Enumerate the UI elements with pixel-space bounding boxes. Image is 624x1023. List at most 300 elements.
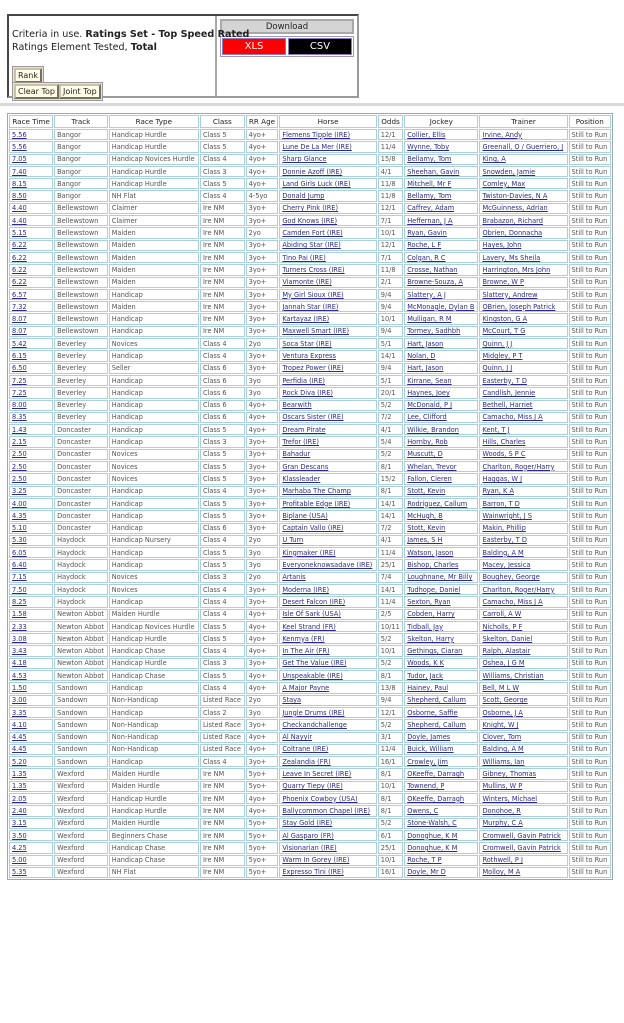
horse-link[interactable]: Dream Pirate: [282, 425, 326, 434]
header-race-time[interactable]: Race Time: [9, 115, 53, 128]
horse-link[interactable]: Lune De La Mer (IRE): [282, 142, 352, 151]
horse-link[interactable]: Gran Descans: [282, 462, 329, 471]
jockey-link[interactable]: Cobden, Harry: [407, 610, 455, 619]
trainer-link[interactable]: Candlish, Jennie: [482, 388, 536, 397]
trainer-link[interactable]: Knight, W J: [482, 720, 519, 729]
cell-race-type: Handicap: [109, 350, 199, 361]
trainer-link[interactable]: Woods, S P C: [482, 450, 526, 459]
race-time-link[interactable]: 2.33: [12, 622, 27, 631]
race-time-link[interactable]: 2.40: [12, 806, 27, 815]
jockey-link[interactable]: Donoghue, K M: [407, 843, 458, 852]
jockey-link[interactable]: Stott, Kevin: [407, 524, 446, 533]
header-position[interactable]: Position: [569, 115, 611, 128]
cell-rr-age: 3yo+: [246, 498, 279, 509]
trainer-link[interactable]: Twiston-Davies, N A: [482, 192, 548, 201]
cell-race-time: [9, 535, 53, 546]
jockey-link[interactable]: Heffernan, J A: [407, 216, 453, 225]
horse-link[interactable]: Warm In Gorey (IRE): [282, 856, 350, 865]
jockey-link[interactable]: Tudhope, Daniel: [407, 585, 461, 594]
cell-odds: 10/11: [378, 621, 403, 632]
race-time-link[interactable]: 6.50: [12, 364, 27, 373]
jockey-link[interactable]: Skelton, Harry: [407, 634, 455, 643]
horse-link[interactable]: In The Air (FR): [282, 647, 330, 656]
race-time-link[interactable]: 2.50: [12, 462, 27, 471]
race-time-link[interactable]: 3.08: [12, 634, 27, 643]
xls-download-button[interactable]: XLS: [222, 38, 286, 55]
trainer-link[interactable]: Easterby, T D: [482, 376, 527, 385]
jockey-link[interactable]: Collier, Ellis: [407, 130, 446, 139]
csv-download-button[interactable]: CSV: [288, 38, 352, 55]
horse-link[interactable]: Kenmya (FR): [282, 634, 325, 643]
jockey-link[interactable]: Fallon, Cieren: [407, 474, 452, 483]
cell-position: Still to Run: [569, 277, 611, 288]
jockey-link[interactable]: Doyle, Mr D: [407, 868, 446, 877]
header-trainer[interactable]: Trainer: [479, 115, 567, 128]
cell-race-time: [9, 473, 53, 484]
trainer-link[interactable]: Scott, George: [482, 696, 528, 705]
horse-link[interactable]: Trefor (IRE): [282, 438, 319, 447]
jockey-link[interactable]: Tidball, Jay: [407, 622, 443, 631]
jockey-link[interactable]: Loughnane, Mr Billy: [407, 573, 473, 582]
trainer-link[interactable]: Hayes, John: [482, 241, 522, 250]
trainer-link[interactable]: Molloy, M A: [482, 868, 521, 877]
trainer-link[interactable]: Comley, Max: [482, 179, 526, 188]
horse-link[interactable]: Captain Vallo (IRE): [282, 524, 344, 533]
horse-link[interactable]: Al Nayyir: [282, 733, 313, 742]
trainer-link[interactable]: McCourt, T G: [482, 327, 526, 336]
race-time-link[interactable]: 6.22: [12, 241, 27, 250]
cell-odds: 5/2: [378, 633, 403, 644]
horse-link[interactable]: Cherry Pink (IRE): [282, 204, 339, 213]
trainer-link[interactable]: Lavery, Ms Sheila: [482, 253, 541, 262]
race-time-link[interactable]: 5.30: [12, 536, 27, 545]
race-time-link[interactable]: 7.50: [12, 585, 27, 594]
jockey-link[interactable]: Doyle, James: [407, 733, 451, 742]
horse-link[interactable]: Viamonte (IRE): [282, 278, 332, 287]
jockey-link[interactable]: James, S H: [407, 536, 443, 545]
header-jockey[interactable]: Jockey: [404, 115, 478, 128]
horse-link[interactable]: Leave In Secret (IRE): [282, 770, 352, 779]
horse-link[interactable]: Visionarian (IRE): [282, 843, 337, 852]
trainer-link[interactable]: Mullins, W P: [482, 782, 523, 791]
horse-link[interactable]: Donnie Azoff (IRE): [282, 167, 343, 176]
jockey-link[interactable]: Ryan, Gavin: [407, 229, 447, 238]
trainer-link[interactable]: Murphy, C A: [482, 819, 523, 828]
jockey-link[interactable]: Tudor, Jack: [407, 671, 443, 680]
cell-horse: [279, 486, 376, 497]
race-time-link[interactable]: 1.35: [12, 770, 27, 779]
horse-link[interactable]: Get The Value (IRE): [282, 659, 347, 668]
trainer-link[interactable]: Camacho, Miss J A: [482, 413, 543, 422]
horse-link[interactable]: Kingmaker (IRE): [282, 548, 336, 557]
trainer-link[interactable]: Cromwell, Gavin Patrick: [482, 843, 561, 852]
race-time-link[interactable]: 7.40: [12, 167, 27, 176]
trainer-link[interactable]: Slattery, Andrew: [482, 290, 538, 299]
horse-link[interactable]: Turners Cross (IRE): [282, 265, 345, 274]
header-race-type[interactable]: Race Type: [109, 115, 199, 128]
trainer-link[interactable]: Quinn, J J: [482, 339, 513, 348]
cell-position: Still to Run: [569, 289, 611, 300]
cell-rr-age: 4yo+: [246, 166, 279, 177]
jockey-link[interactable]: Kirrane, Sean: [407, 376, 452, 385]
jockey-link[interactable]: Bellamy, Tom: [407, 155, 452, 164]
race-time-link[interactable]: 4.45: [12, 745, 27, 754]
race-time-link[interactable]: 2.15: [12, 438, 27, 447]
horse-link[interactable]: Zealandia (FR): [282, 757, 331, 766]
race-time-link[interactable]: 6.40: [12, 561, 27, 570]
cell-track: Doncaster: [54, 461, 108, 472]
race-time-link[interactable]: 6.22: [12, 253, 27, 262]
race-time-link[interactable]: 7.15: [12, 573, 27, 582]
horse-link[interactable]: Desert Falcon (IRE): [282, 597, 346, 606]
trainer-link[interactable]: Midgley, P T: [482, 351, 523, 360]
horse-link[interactable]: Artanis: [282, 573, 306, 582]
horse-link[interactable]: Oscars Sister (IRE): [282, 413, 344, 422]
horse-link[interactable]: Bearwith: [282, 401, 312, 410]
clear-top-button[interactable]: Clear Top: [14, 84, 59, 99]
trainer-link[interactable]: Haggas, W J: [482, 474, 523, 483]
trainer-link[interactable]: Boughey, George: [482, 573, 540, 582]
race-time-link[interactable]: 2.50: [12, 450, 27, 459]
horse-link[interactable]: Isle Of Sark (USA): [282, 610, 341, 619]
horse-link[interactable]: God Knows (IRE): [282, 216, 338, 225]
jockey-link[interactable]: Roche, L F: [407, 241, 442, 250]
horse-link[interactable]: Tropez Power (IRE): [282, 364, 344, 373]
jockey-link[interactable]: Hart, Jason: [407, 364, 444, 373]
cell-horse: [279, 129, 376, 140]
jockey-link[interactable]: Stone-Walsh, C: [407, 819, 457, 828]
horse-link[interactable]: Klassleader: [282, 474, 321, 483]
jockey-link[interactable]: Mulligan, R M: [407, 315, 452, 324]
horse-link[interactable]: Ballycommon Chapel (IRE): [282, 806, 371, 815]
jockey-link[interactable]: Roche, T P: [407, 856, 442, 865]
horse-link[interactable]: Jannah Star (IRE): [282, 302, 339, 311]
trainer-link[interactable]: Skelton, Daniel: [482, 634, 533, 643]
jockey-link[interactable]: Hainey, Paul: [407, 684, 449, 692]
trainer-link[interactable]: Williams, Ian: [482, 757, 525, 766]
race-time-link[interactable]: 5.35: [12, 868, 27, 877]
horse-link[interactable]: Stay Gold (IRE): [282, 819, 333, 828]
horse-link[interactable]: Camden Fort (IRE): [282, 229, 343, 238]
jockey-link[interactable]: Bishop, Charles: [407, 561, 459, 570]
trainer-link[interactable]: Greenall, O / Guerriero, J: [482, 142, 564, 151]
cell-odds: 12/1: [378, 240, 403, 251]
horse-link[interactable]: Tino Pai (IRE): [282, 253, 326, 262]
race-time-link[interactable]: 5.56: [12, 142, 27, 151]
trainer-link[interactable]: Ryan, K A: [482, 487, 514, 496]
race-time-link[interactable]: 3.25: [12, 487, 27, 496]
jockey-link[interactable]: McMonagle, Dylan B: [407, 302, 475, 311]
cell-rr-age: 2yo: [246, 535, 279, 546]
cell-race-time: [9, 670, 53, 681]
jockey-link[interactable]: Rodriguez, Callum: [407, 499, 468, 508]
trainer-link[interactable]: Oshea, J G M: [482, 659, 525, 668]
horse-link[interactable]: A Major Payne: [282, 684, 330, 692]
jockey-link[interactable]: Shepherd, Callum: [407, 696, 466, 705]
trainer-link[interactable]: Makin, Phillip: [482, 524, 526, 533]
jockey-link[interactable]: Haynes, Joey: [407, 388, 450, 397]
trainer-link[interactable]: Macey, Jessica: [482, 561, 531, 570]
horse-link[interactable]: Expresso Tini (IRE): [282, 868, 344, 877]
trainer-link[interactable]: Clover, Tom: [482, 733, 522, 742]
horse-link[interactable]: Biplane (USA): [282, 511, 328, 520]
cell-race-type: Novices: [109, 449, 199, 460]
horse-link[interactable]: Quarry Tiepy (IRE): [282, 782, 343, 791]
cell-track: Wexford: [54, 867, 108, 878]
jockey-link[interactable]: Mitchell, Mr F: [407, 179, 452, 188]
race-time-link[interactable]: 7.25: [12, 376, 27, 385]
cell-horse: [279, 424, 376, 435]
horse-link[interactable]: Jungle Drums (IRE): [282, 708, 345, 717]
race-time-link[interactable]: 5.56: [12, 130, 27, 139]
jockey-link[interactable]: Hornby, Rob: [407, 438, 448, 447]
jockey-link[interactable]: Osborne, Saffie: [407, 708, 458, 717]
horse-link[interactable]: Land Girls Luck (IRE): [282, 179, 351, 188]
jockey-link[interactable]: Buick, William: [407, 745, 454, 754]
trainer-link[interactable]: Winters, Michael: [482, 794, 538, 803]
jockey-link[interactable]: Shepherd, Callum: [407, 720, 466, 729]
race-time-link[interactable]: 5.00: [12, 856, 27, 865]
jockey-link[interactable]: Browne-Souza, A: [407, 278, 463, 287]
jockey-link[interactable]: McDonald, P J: [407, 401, 453, 410]
trainer-link[interactable]: Quinn, J J: [482, 364, 513, 373]
jockey-link[interactable]: Slattery, A J: [407, 290, 446, 299]
cell-trainer: [479, 793, 567, 804]
horse-link[interactable]: Rock Diva (IRE): [282, 388, 333, 397]
cell-trainer: [479, 609, 567, 620]
race-time-link[interactable]: 8.50: [12, 192, 27, 201]
jockey-link[interactable]: OKeeffe, Darragh: [407, 770, 465, 779]
horse-link[interactable]: Staya: [282, 696, 302, 705]
cell-position: Still to Run: [569, 498, 611, 509]
joint-top-button[interactable]: Joint Top: [59, 84, 101, 99]
jockey-link[interactable]: Sheehan, Gavin: [407, 167, 460, 176]
jockey-link[interactable]: Whelan, Trevor: [407, 462, 457, 471]
race-time-link[interactable]: 3.35: [12, 708, 27, 717]
race-time-link[interactable]: 4.35: [12, 511, 27, 520]
trainer-link[interactable]: Bell, M L W: [482, 684, 519, 692]
horse-link[interactable]: Moderna (IRE): [282, 585, 330, 594]
horse-link[interactable]: Phoenix Cowboy (USA): [282, 794, 358, 803]
trainer-link[interactable]: Obrien, Donnacha: [482, 229, 543, 238]
trainer-link[interactable]: OBrien, Joseph Patrick: [482, 302, 556, 311]
trainer-link[interactable]: Carroll, A W: [482, 610, 522, 619]
horse-link[interactable]: Sharp Glance: [282, 155, 327, 164]
jockey-link[interactable]: Lee, Clifford: [407, 413, 447, 422]
cell-trainer: [479, 326, 567, 337]
cell-trainer: [479, 695, 567, 706]
trainer-link[interactable]: Cromwell, Gavin Patrick: [482, 831, 561, 840]
cell-horse: [279, 215, 376, 226]
header-horse[interactable]: Horse: [279, 115, 376, 128]
horse-link[interactable]: Ventura Express: [282, 351, 336, 360]
trainer-link[interactable]: Camacho, Miss J A: [482, 597, 543, 606]
race-time-link[interactable]: 6.15: [12, 351, 27, 360]
cell-rr-age: 3yo+: [246, 436, 279, 447]
race-time-link[interactable]: 4.00: [12, 499, 27, 508]
cell-jockey: [404, 190, 478, 201]
cell-class: Class 5: [200, 141, 245, 152]
horse-link[interactable]: Marhaba The Champ: [282, 487, 351, 496]
header-odds[interactable]: Odds: [378, 115, 403, 128]
cell-position: Still to Run: [569, 867, 611, 878]
trainer-link[interactable]: McGuinness, Adrian: [482, 204, 548, 213]
race-time-link[interactable]: 4.10: [12, 720, 27, 729]
trainer-link[interactable]: Donohoe, R: [482, 806, 521, 815]
cell-race-time: [9, 768, 53, 779]
horse-link[interactable]: Donald Jump: [282, 192, 325, 201]
horse-link[interactable]: Abiding Star (IRE): [282, 241, 341, 250]
jockey-link[interactable]: Caffrey, Adam: [407, 204, 455, 213]
race-time-link[interactable]: 3.15: [12, 819, 27, 828]
jockey-link[interactable]: Owens, C: [407, 806, 439, 815]
race-time-link[interactable]: 8.35: [12, 413, 27, 422]
race-time-link[interactable]: 1.35: [12, 782, 27, 791]
race-time-link[interactable]: 8.00: [12, 401, 27, 410]
trainer-link[interactable]: King, A: [482, 155, 506, 164]
jockey-link[interactable]: Stott, Kevin: [407, 487, 446, 496]
race-time-link[interactable]: 4.25: [12, 843, 27, 852]
jockey-link[interactable]: Wynne, Toby: [407, 142, 450, 151]
jockey-link[interactable]: Watson, Jason: [407, 548, 454, 557]
header-class[interactable]: Class: [200, 115, 245, 128]
table-row: [9, 609, 611, 620]
horse-link[interactable]: Perfidia (IRE): [282, 376, 325, 385]
horse-link[interactable]: Coltrane (IRE): [282, 745, 329, 754]
jockey-link[interactable]: Crosse, Nathan: [407, 265, 458, 274]
race-time-link[interactable]: 6.57: [12, 290, 27, 299]
jockey-link[interactable]: Donoghue, K M: [407, 831, 458, 840]
trainer-link[interactable]: Snowden, Jamie: [482, 167, 536, 176]
horse-link[interactable]: Checkandchallenge: [282, 720, 347, 729]
trainer-link[interactable]: Harrington, Mrs John: [482, 265, 551, 274]
race-time-link[interactable]: 1.43: [12, 425, 27, 434]
race-time-link[interactable]: 8.07: [12, 315, 27, 324]
cell-class: Ire NM: [200, 842, 245, 853]
race-time-link[interactable]: 6.22: [12, 278, 27, 287]
cell-race-type: Handicap: [109, 375, 199, 386]
table-row: [9, 473, 611, 484]
race-time-link[interactable]: 5.20: [12, 757, 27, 766]
horse-link[interactable]: Flemens Tipple (IRE): [282, 130, 351, 139]
race-time-link[interactable]: 8.15: [12, 179, 27, 188]
trainer-link[interactable]: Williams, Christian: [482, 671, 544, 680]
header-rr-age[interactable]: RR Age: [246, 115, 279, 128]
race-time-link[interactable]: 4.45: [12, 733, 27, 742]
trainer-link[interactable]: Browne, W P: [482, 278, 525, 287]
jockey-link[interactable]: Bellamy, Tom: [407, 192, 452, 201]
race-time-link[interactable]: 7.25: [12, 388, 27, 397]
race-time-link[interactable]: 8.25: [12, 597, 27, 606]
race-time-link[interactable]: 7.32: [12, 302, 27, 311]
trainer-link[interactable]: Charlton, Roger/Harry: [482, 462, 555, 471]
horse-link[interactable]: Al Gasparo (FR): [282, 831, 334, 840]
cell-track: Bellewstown: [54, 227, 108, 238]
jockey-link[interactable]: McHugh, B: [407, 511, 443, 520]
horse-link[interactable]: Soca Star (IRE): [282, 339, 332, 348]
horse-link[interactable]: Kartayaz (IRE): [282, 315, 330, 324]
trainer-link[interactable]: Kingston, G A: [482, 315, 528, 324]
cell-position: Still to Run: [569, 141, 611, 152]
jockey-link[interactable]: Crowley, Jim: [407, 757, 448, 766]
race-time-link[interactable]: 6.22: [12, 265, 27, 274]
trainer-link[interactable]: Nicholls, P F: [482, 622, 523, 631]
table-row: [9, 326, 611, 337]
header-track[interactable]: Track: [54, 115, 108, 128]
jockey-link[interactable]: Woods, K K: [407, 659, 444, 668]
trainer-link[interactable]: Irvine, Andy: [482, 130, 523, 139]
trainer-link[interactable]: Balding, A M: [482, 745, 524, 754]
cell-position: Still to Run: [569, 203, 611, 214]
horse-link[interactable]: Keel Strand (FR): [282, 622, 336, 631]
trainer-link[interactable]: Brabazon, Richard: [482, 216, 543, 225]
horse-link[interactable]: Profitable Edge (IRE): [282, 499, 351, 508]
cell-rr-age: 4yo+: [246, 178, 279, 189]
race-time-link[interactable]: 7.05: [12, 155, 27, 164]
race-time-link[interactable]: 1.50: [12, 684, 27, 692]
race-time-link[interactable]: 4.53: [12, 671, 27, 680]
trainer-link[interactable]: Barron, T D: [482, 499, 520, 508]
race-time-link[interactable]: 6.05: [12, 548, 27, 557]
race-time-link[interactable]: 5.42: [12, 339, 27, 348]
race-time-link[interactable]: 4.40: [12, 216, 27, 225]
trainer-link[interactable]: Ralph, Alastair: [482, 647, 531, 656]
race-time-link[interactable]: 8.07: [12, 327, 27, 336]
race-time-link[interactable]: 3.50: [12, 831, 27, 840]
horse-link[interactable]: Unspeakable (IRE): [282, 671, 343, 680]
race-time-link[interactable]: 3.00: [12, 696, 27, 705]
race-time-link[interactable]: 2.05: [12, 794, 27, 803]
jockey-link[interactable]: Nolan, D: [407, 351, 436, 360]
table-row: [9, 510, 611, 521]
trainer-link[interactable]: Wainwright, J S: [482, 511, 532, 520]
trainer-link[interactable]: Gibney, Thomas: [482, 770, 537, 779]
horse-link[interactable]: Bahadur: [282, 450, 311, 459]
race-time-link[interactable]: 5.15: [12, 229, 27, 238]
jockey-link[interactable]: Muscutt, D: [407, 450, 443, 459]
race-time-link[interactable]: 1.58: [12, 610, 27, 619]
race-time-link[interactable]: 3.43: [12, 647, 27, 656]
jockey-link[interactable]: Tormey, Sadhbh: [407, 327, 461, 336]
trainer-link[interactable]: Rothwell, P J: [482, 856, 523, 865]
jockey-link[interactable]: Hart, Jason: [407, 339, 444, 348]
cell-jockey: [404, 203, 478, 214]
race-time-link[interactable]: 2.50: [12, 474, 27, 483]
race-time-link[interactable]: 5.10: [12, 524, 27, 533]
trainer-link[interactable]: Kent, T J: [482, 425, 510, 434]
jockey-link[interactable]: Sexton, Ryan: [407, 597, 451, 606]
trainer-link[interactable]: Hills, Charles: [482, 438, 526, 447]
horse-link[interactable]: U Turn: [282, 536, 304, 545]
trainer-link[interactable]: Bethell, Harriet: [482, 401, 533, 410]
trainer-link[interactable]: Balding, A M: [482, 548, 524, 557]
jockey-link[interactable]: Townend, P: [407, 782, 445, 791]
rank-button[interactable]: Rank: [14, 68, 42, 83]
trainer-link[interactable]: Easterby, T D: [482, 536, 527, 545]
jockey-link[interactable]: Colgan, R C: [407, 253, 446, 262]
horse-link[interactable]: My Girl Sioux (IRE): [282, 290, 344, 299]
race-time-link[interactable]: 4.40: [12, 204, 27, 213]
jockey-link[interactable]: Wilkie, Brandon: [407, 425, 459, 434]
horse-link[interactable]: Maxwell Smart (IRE): [282, 327, 350, 336]
race-time-link[interactable]: 4.18: [12, 659, 27, 668]
jockey-link[interactable]: OKeeffe, Darragh: [407, 794, 465, 803]
jockey-link[interactable]: Gethings, Ciaran: [407, 647, 463, 656]
trainer-link[interactable]: Osborne, J A: [482, 708, 523, 717]
cell-trainer: [479, 572, 567, 583]
horse-link[interactable]: Everyoneknowsadave (IRE): [282, 561, 373, 570]
trainer-link[interactable]: Charlton, Roger/Harry: [482, 585, 555, 594]
